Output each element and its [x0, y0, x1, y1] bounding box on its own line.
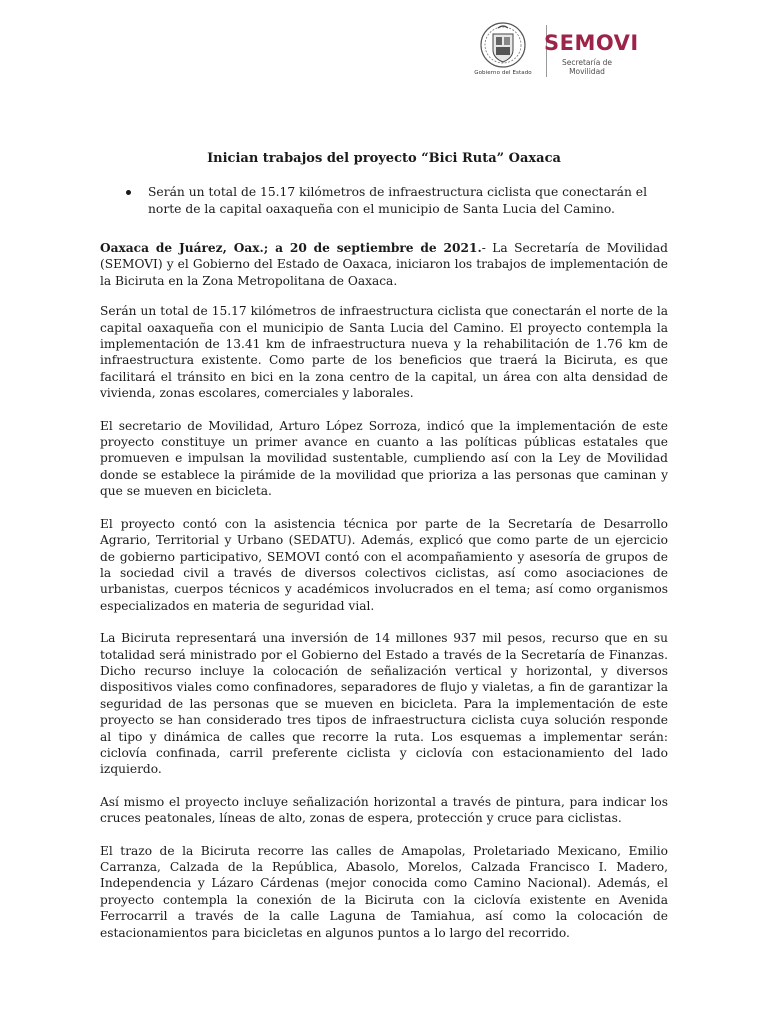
seal-caption: Gobierno del Estado [474, 70, 532, 76]
bullet-icon [126, 190, 131, 195]
body-paragraph: Serán un total de 15.17 kilómetros de infraestructura ciclista que conectarán el norte de la capital oaxaqueña con el municipio de Santa Lucia del Camino. El proyecto contempla la implementación de 13.41 km de infraestructura nueva y la rehabilitación de 1.76 km de infraestructura existente. Como parte de los beneficios que traerá la Biciruta, es que facilitará el tránsito en bici en la zona centro de la capital, un área con alta densidad de vivienda, zonas escolares, comerciales y laborales. [100, 304, 668, 401]
document-body [100, 240, 668, 957]
body-paragraph: El secretario de Movilidad, Arturo López Sorroza, indicó que la implementación de este proyecto constituye un primer avance en cuanto a las políticas públicas estatales que promueven e impulsan la movilidad sustentable, cumpliendo así con la Ley de Movilidad donde se establece la pirámide de la movilidad que prioriza a las personas que caminan y que se mueven en bicicleta. [100, 418, 668, 499]
agency-subtitle-line2: Movilidad [569, 67, 605, 76]
dateline: Oaxaca de Juárez, Oax.; a 20 de septiembre de 2021. [100, 241, 482, 255]
body-paragraph: El trazo de la Biciruta recorre las calles de Amapolas, Proletariado Mexicano, Emilio Carranza, Calzada de la República, Abasolo, Morelos, Calzada Francisco I. Madero, Independencia y Lázaro Cárdenas (mejor conocida como Camino Nacional). Además, el proyecto contempla la conexión de la Biciruta con la ciclovía existente en Avenida Ferrocarril a través de la calle Laguna de Tamiahua, así como la colocación de estacionamientos para bicicletas en algunos puntos a lo largo del recorrido. [100, 843, 668, 940]
agency-logo-text: SEMOVI [544, 31, 639, 55]
lead-paragraph [100, 240, 668, 289]
agency-subtitle-line1: Secretaría de [561, 58, 613, 67]
agency-subtitle [550, 58, 624, 76]
header-logos [470, 20, 670, 82]
lead-text: - La Secretaría de Movilidad (SEMOVI) y el Gobierno del Estado de Oaxaca, iniciaron los trabajos de implementación de la Biciruta en la Zona Metropolitana de Oaxaca. [100, 241, 668, 288]
summary-bullet-text: Serán un total de 15.17 kilómetros de infraestructura ciclista que conectarán el norte de la capital oaxaqueña con el municipio de Santa Lucia del Camino. [148, 185, 648, 216]
body-paragraph: La Biciruta representará una inversión de 14 millones 937 mil pesos, recurso que en su totalidad será ministrado por el Gobierno del Estado a través de la Secretaría de Finanzas. Dicho recurso incluye la colocación de señalización vertical y horizontal, y diversos dispositivos viales como confinadores, separadores de flujo y vialetas, a fin de garantizar la seguridad de las personas que se mueven en bicicleta. Para la implementación de este proyecto se han considerado tres tipos de infraestructura ciclista cuya solución responde al tipo y dinámica de calles que recorre la ruta. Los esquemas a implementar serán: ciclovía confinada, carril preferente ciclista y ciclovía con estacionamiento del lado izquierdo. [100, 631, 668, 777]
body-paragraph: El proyecto contó con la asistencia técnica por parte de la Secretaría de Desarrollo Agrario, Territorial y Urbano (SEDATU). Además, explicó que como parte de un ejercicio de gobierno participativo, SEMOVI contó con el acompañamiento y asesoría de grupos de la sociedad civil a través de diversos colectivos ciclistas, así como asociaciones de urbanistas, cuerpos técnicos y académicos involucrados en el tema; así como organismos especializados en materia de seguridad vial. [100, 516, 668, 613]
body-paragraph: Así mismo el proyecto incluye señalización horizontal a través de pintura, para indicar los cruces peatonales, líneas de alto, zonas de espera, protección y cruce para ciclistas. [100, 794, 668, 826]
document-title: Inician trabajos del proyecto “Bici Ruta” Oaxaca [207, 151, 561, 166]
state-seal-icon [478, 20, 528, 70]
